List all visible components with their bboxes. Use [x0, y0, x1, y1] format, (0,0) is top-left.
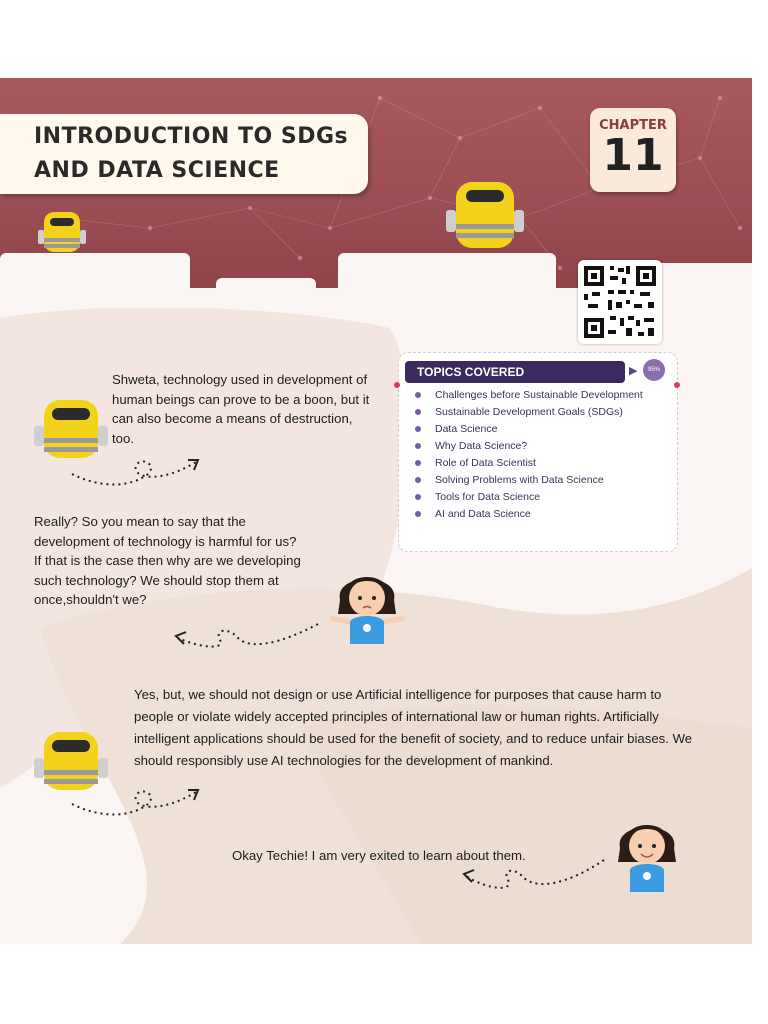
- dotted-arrow-icon: [70, 784, 204, 824]
- topics-edge-dot: [394, 382, 400, 388]
- title-line-2: AND DATA SCIENCE: [34, 158, 280, 183]
- girl-character-icon: [606, 812, 688, 892]
- chapter-badge: [590, 108, 676, 192]
- topic-item: Sustainable Development Goals (SDGs): [411, 406, 665, 419]
- banner-tab-cut: [0, 253, 190, 293]
- bullet-icon: [415, 494, 421, 500]
- robot-large-icon: [444, 178, 526, 252]
- topic-item: Challenges before Sustainable Development: [411, 389, 665, 402]
- progress-badge: 95%: [643, 359, 665, 381]
- topic-item: Solving Problems with Data Science: [411, 474, 665, 487]
- bullet-icon: [415, 460, 421, 466]
- chapter-label: CHAPTER: [599, 118, 667, 133]
- topic-item: Role of Data Scientist: [411, 457, 665, 470]
- page-title: [34, 120, 348, 188]
- book-page: [0, 78, 752, 944]
- dotted-arrow-icon: [170, 618, 320, 654]
- bullet-icon: [415, 511, 421, 517]
- topics-list: [411, 389, 665, 525]
- girl-character-icon: [326, 564, 408, 644]
- banner-tab-cut: [338, 253, 556, 293]
- topics-edge-dot: [674, 382, 680, 388]
- bullet-icon: [415, 477, 421, 483]
- topic-item: Tools for Data Science: [411, 491, 665, 504]
- play-arrow-icon: ▶: [629, 365, 638, 377]
- topics-covered-box: [398, 352, 678, 552]
- robot-small-icon: [36, 208, 88, 256]
- topic-item: AI and Data Science: [411, 508, 665, 521]
- title-line-1: INTRODUCTION TO SDGs: [34, 124, 349, 149]
- dotted-arrow-icon: [70, 454, 204, 494]
- robot-speech-2: Yes, but, we should not design or use Artificial intelligence for purposes that cause harm to people or violate widely accepted principles of international law or human rights. Artificially intelligent applications should be used for the benefit of society, and to reduce unfair biases. We should responsibly use AI technologies for the development of mankind.: [134, 687, 693, 768]
- bullet-icon: [415, 392, 421, 398]
- topic-item: Data Science: [411, 423, 665, 436]
- girl-speech-1: Really? So you mean to say that the development of technology is harmful for us? If that is the case then why are we developing such technology? We should stop them at once,shouldn't we?: [34, 514, 301, 607]
- bullet-icon: [415, 443, 421, 449]
- topics-heading: TOPICS COVERED: [405, 361, 625, 383]
- topic-item: Why Data Science?: [411, 440, 665, 453]
- robot-speech-1: Shweta, technology used in development of human beings can prove to be a boon, but it can also become a means of destruction, too.: [112, 372, 370, 446]
- girl-speech-2: Okay Techie! I am very exited to learn about them.: [232, 848, 526, 863]
- bullet-icon: [415, 409, 421, 415]
- bullet-icon: [415, 426, 421, 432]
- chapter-number: 11: [602, 130, 664, 181]
- dotted-arrow-icon: [458, 854, 606, 898]
